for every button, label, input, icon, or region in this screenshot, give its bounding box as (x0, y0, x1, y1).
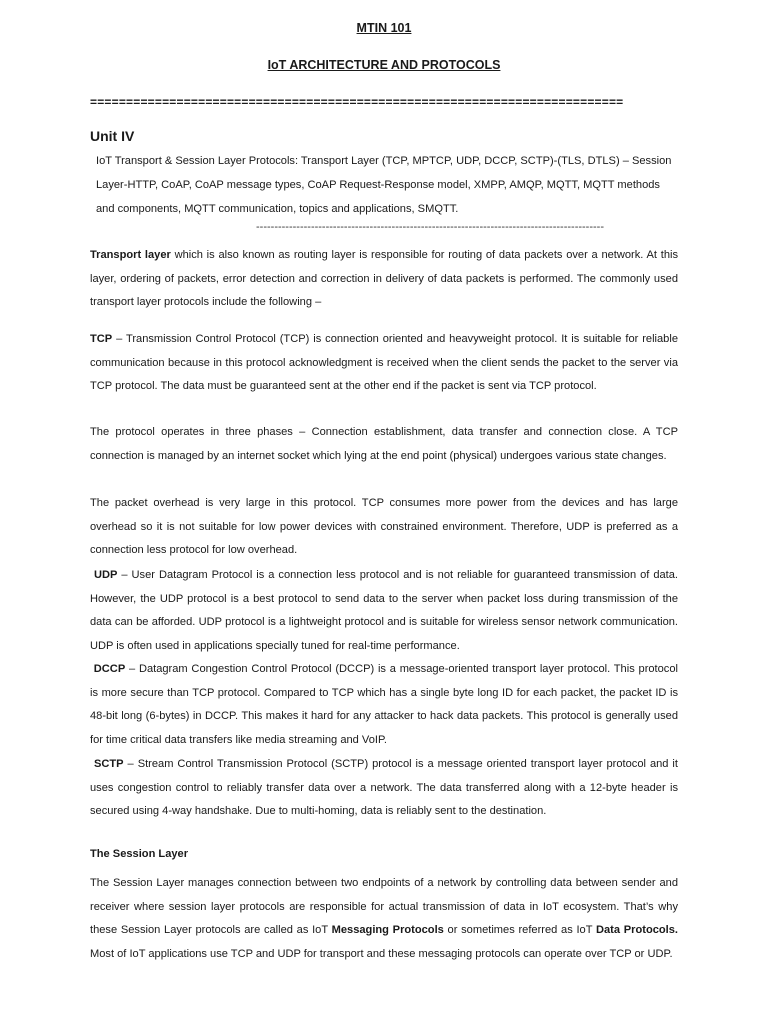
tcp-term: TCP (90, 333, 113, 345)
udp-paragraph (90, 564, 678, 658)
sctp-paragraph (90, 753, 678, 824)
dccp-term: DCCP (93, 663, 126, 675)
tcp-phases-text: The protocol operates in three phases – Connection establishment, data transfer and connection close. A TCP connection is managed by an internet socket which lying at the end point (physical) undergoes various state changes. (90, 426, 678, 462)
transport-text: which is also known as routing layer is responsible for routing of data packets over a network. At this layer, ordering of packets, error detection and correction in delivery of data packets is performed. The commonly used transport layer protocols include the following – (90, 249, 678, 309)
transport-paragraph (90, 244, 678, 315)
session-paragraph (90, 872, 678, 966)
dccp-text: – Datagram Congestion Control Protocol (DCCP) is a message-oriented transport layer protocol. This protocol is more secure than TCP protocol. Compared to TCP which has a single byte long ID for each packet, the packet ID is 48-bit long (6-bytes) in DCCP. This makes it hard for any attacker to hack data packets. This protocol is generally used for time critical data transfers like media streaming and VoIP. (90, 663, 678, 746)
dccp-paragraph (90, 658, 678, 752)
tcp-text: – Transmission Control Protocol (TCP) is connection oriented and heavyweight protocol. It is suitable for reliable communication because in this protocol acknowledgment is received when the client sends the packet to the server via TCP protocol. The data must be guaranteed sent at the other end if the packet is sent via TCP protocol. (90, 333, 678, 393)
sctp-term: SCTP (93, 758, 124, 770)
unit-summary-text: IoT Transport & Session Layer Protocols: Transport Layer (TCP, MPTCP, UDP, DCCP, SCTP)-(TLS, DTLS) – Session Layer-HTTP, CoAP, CoAP message types, CoAP Request-Response model, XMPP, AMQP, MQTT, MQTT methods and components, MQTT communication, topics and applications, SMQTT. (96, 155, 672, 215)
udp-text: – User Datagram Protocol is a connection less protocol and is not reliable for guaranteed transmission of data. However, the UDP protocol is a best protocol to send data to the server when packet loss during transmission of the data can be afforded. UDP protocol is a lightweight protocol and is suitable for wireless sensor network communication. UDP is often used in applications specially tuned for real-time performance. (90, 569, 678, 652)
unit-summary (96, 149, 678, 221)
udp-term: UDP (93, 569, 118, 581)
unit-title: Unit IV (90, 128, 135, 144)
course-code: MTIN 101 (356, 21, 412, 35)
sctp-text: – Stream Control Transmission Protocol (SCTP) protocol is a message oriented transport layer protocol and it uses congestion control to reliably transfer data over a network. The data transferred along with a 12-byte header is secured using 4-way handshake. Due to multi-homing, data is reliably sent to the destination. (90, 758, 678, 818)
course-title: IoT ARCHITECTURE AND PROTOCOLS (267, 58, 501, 72)
session-text-b: or sometimes referred as IoT (443, 924, 596, 937)
messaging-protocols-term: Messaging Protocols (331, 924, 444, 937)
session-layer-heading: The Session Layer (90, 848, 189, 860)
tcp-paragraph (90, 328, 678, 399)
session-text-c: Most of IoT applications use TCP and UDP for transport and these messaging protocols can operate over TCP or UDP. (90, 947, 673, 960)
tcp-phases-paragraph (90, 421, 678, 468)
transport-term: Transport layer (90, 249, 171, 261)
tcp-overhead-text: The packet overhead is very large in this protocol. TCP consumes more power from the devices and has large overhead so it is not suitable for low power devices with constrained environment. Therefore, UDP is preferred as a connection less protocol for low overhead. (90, 497, 678, 557)
data-protocols-term: Data Protocols. (596, 924, 679, 937)
dash-separator: ----------------------------------------------------------------------------------------------- (256, 221, 604, 233)
session-text-a: The Session Layer manages connection between two endpoints of a network by controlling data between sender and receiver where session layer protocols are responsible for actual transmission of data in IoT ecosystem. That’s why these Session Layer protocols are called as IoT (90, 877, 678, 937)
tcp-overhead-paragraph (90, 492, 678, 563)
separator-rule: ========================================================================== (90, 95, 624, 109)
